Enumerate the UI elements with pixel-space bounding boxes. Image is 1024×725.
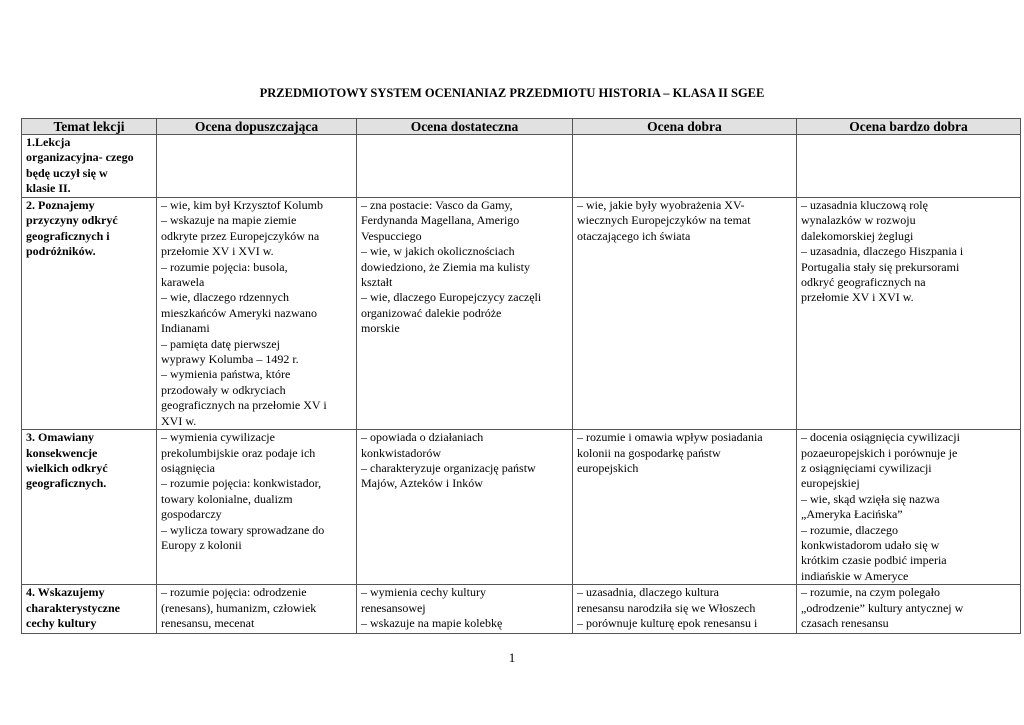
- cell-text-line: konsekwencje: [26, 445, 98, 460]
- cell-text-line: z osiągnięciami cywilizacji: [801, 460, 932, 475]
- cell-text-line: Ferdynanda Magellana, Amerigo: [361, 213, 520, 228]
- cell-text-line: europejskich: [577, 460, 639, 475]
- cell-text-line: – wie, w jakich okolicznościach: [361, 244, 515, 259]
- cell-text-line: – rozumie pojęcia: odrodzenie: [161, 585, 307, 600]
- cell-text-line: konkwistadorów: [361, 445, 441, 460]
- cell-text-line: dalekomorskiej żeglugi: [801, 228, 914, 243]
- cell-text-line: przodowały w odkryciach: [161, 382, 286, 397]
- cell-text-line: geograficznych.: [26, 476, 107, 491]
- cell-text-line: – docenia osiągnięcia cywilizacji: [801, 430, 960, 445]
- cell-text-line: cechy kultury: [26, 615, 97, 630]
- bardzo-dobra-cell: [797, 198, 1021, 430]
- page-number: 1: [508, 650, 516, 665]
- cell-text-line: wielkich odkryć: [26, 460, 108, 475]
- cell-text-line: – wie, jakie były wyobrażenia XV-: [577, 198, 745, 212]
- cell-text-line: odkryte przez Europejczyków na: [161, 228, 320, 243]
- cell-text-line: – wymienia cywilizacje: [161, 430, 275, 445]
- cell-text-line: – rozumie, dlaczego: [801, 522, 898, 537]
- dobra-cell: [573, 430, 797, 585]
- bardzo-dobra-cell: [797, 430, 1021, 585]
- dobra-cell: [573, 585, 797, 634]
- dopuszczajaca-cell: [157, 198, 357, 430]
- cell-text-line: pozaeuropejskich i porównuje je: [801, 445, 958, 460]
- cell-text-line: – rozumie i omawia wpływ posiadania: [577, 430, 763, 445]
- cell-text-line: kolonii na gospodarkę państw: [577, 445, 721, 460]
- cell-text-line: morskie: [361, 321, 400, 336]
- header-dostateczna: Ocena dostateczna: [357, 119, 573, 135]
- cell-text-line: – opowiada o działaniach: [361, 430, 484, 445]
- cell-text-line: 1.Lekcja: [26, 135, 71, 149]
- cell-text-line: – wie, kim był Krzysztof Kolumb: [161, 198, 323, 212]
- cell-text-line: – rozumie pojęcia: konkwistador,: [161, 476, 322, 491]
- cell-text-line: przełomie XV i XVI w.: [161, 244, 274, 259]
- bardzo-dobra-cell: [797, 135, 1021, 198]
- cell-text-line: przełomie XV i XVI w.: [801, 290, 914, 305]
- cell-text-line: krótkim czasie podbić imperia: [801, 553, 947, 568]
- topic-cell: [22, 135, 157, 198]
- cell-text-line: Europy z kolonii: [161, 537, 242, 552]
- dostateczna-cell: [357, 198, 573, 430]
- dopuszczajaca-cell: [157, 585, 357, 634]
- cell-text-line: XVI w.: [161, 413, 197, 428]
- cell-text-line: „Ameryka Łacińska”: [801, 507, 903, 522]
- cell-text-line: wynalazków w rozwoju: [801, 213, 916, 228]
- cell-text-line: – wskazuje na mapie kolebkę: [361, 615, 503, 630]
- cell-text-line: Majów, Azteków i Inków: [361, 476, 483, 491]
- cell-text-line: odkryć geograficznych na: [801, 275, 926, 290]
- cell-text-line: karawela: [161, 275, 205, 290]
- header-topic: Temat lekcji: [22, 119, 157, 135]
- table-row: [22, 198, 1021, 430]
- cell-text-line: geograficznych i: [26, 228, 110, 243]
- cell-text-line: – pamięta datę pierwszej: [161, 336, 280, 351]
- dopuszczajaca-cell: [157, 430, 357, 585]
- cell-text-line: – wymienia państwa, które: [161, 367, 291, 382]
- cell-text-line: otaczającego ich świata: [577, 228, 691, 243]
- cell-text-line: – porównuje kulturę epok renesansu i: [577, 615, 758, 630]
- cell-text-line: – wymienia cechy kultury: [361, 585, 486, 600]
- topic-cell: [22, 198, 157, 430]
- cell-text-line: (renesans), humanizm, człowiek: [161, 600, 317, 615]
- cell-text-line: „odrodzenie” kultury antycznej w: [801, 600, 964, 615]
- cell-text-line: organizacyjna- czego: [26, 150, 134, 165]
- dostateczna-cell: [357, 585, 573, 634]
- cell-text-line: – rozumie, na czym polegało: [801, 585, 940, 600]
- cell-text-line: przyczyny odkryć: [26, 213, 118, 228]
- table-row: [22, 585, 1021, 634]
- cell-text-line: wiecznych Europejczyków na temat: [577, 213, 751, 228]
- cell-text-line: charakterystyczne: [26, 600, 120, 615]
- document-title: PRZEDMIOTOWY SYSTEM OCENIANIAZ PRZEDMIOTU HISTORIA – KLASA II SGEE: [259, 86, 765, 100]
- cell-text-line: – wskazuje na mapie ziemie: [161, 213, 297, 228]
- header-dopuszczajaca: Ocena dopuszczająca: [157, 119, 357, 135]
- cell-text-line: Indianami: [161, 321, 210, 336]
- table-row: [22, 135, 1021, 198]
- cell-text-line: renesansu narodziła się we Włoszech: [577, 600, 756, 615]
- cell-text-line: wyprawy Kolumba – 1492 r.: [161, 352, 299, 367]
- header-dobra: Ocena dobra: [573, 119, 797, 135]
- dostateczna-cell: [357, 430, 573, 585]
- cell-text-line: – rozumie pojęcia: busola,: [161, 259, 288, 274]
- cell-text-line: – uzasadnia, dlaczego kultura: [577, 585, 719, 600]
- cell-text-line: – zna postacie: Vasco da Gamy,: [361, 198, 513, 212]
- cell-text-line: renesansowej: [361, 600, 426, 615]
- cell-text-line: gospodarczy: [161, 507, 222, 522]
- cell-text-line: renesansu, mecenat: [161, 615, 255, 630]
- cell-text-line: – uzasadnia, dlaczego Hiszpania i: [801, 244, 964, 259]
- bardzo-dobra-cell: [797, 585, 1021, 634]
- table-header-row: [22, 119, 1021, 135]
- cell-text-line: dowiedziono, że Ziemia ma kulisty: [361, 259, 530, 274]
- cell-text-line: Portugalia stały się prekursorami: [801, 259, 960, 274]
- cell-text-line: klasie II.: [26, 181, 71, 196]
- cell-text-line: – wylicza towary sprowadzane do: [161, 522, 325, 537]
- topic-cell: [22, 585, 157, 634]
- cell-text-line: – wie, skąd wzięła się nazwa: [801, 491, 940, 506]
- cell-text-line: geograficznych na przełomie XV i: [161, 398, 327, 413]
- cell-text-line: 3. Omawiany: [26, 430, 95, 445]
- cell-text-line: kształt: [361, 275, 393, 290]
- dostateczna-cell: [357, 135, 573, 198]
- grading-table: [21, 118, 1021, 634]
- cell-text-line: europejskiej: [801, 476, 860, 491]
- cell-text-line: czasach renesansu: [801, 615, 889, 630]
- dobra-cell: [573, 135, 797, 198]
- cell-text-line: – wie, dlaczego Europejczycy zaczęli: [361, 290, 542, 305]
- cell-text-line: – wie, dlaczego rdzennych: [161, 290, 289, 305]
- cell-text-line: prekolumbijskie oraz podaje ich: [161, 445, 316, 460]
- cell-text-line: 2. Poznajemy: [26, 198, 95, 212]
- cell-text-line: indiańskie w Ameryce: [801, 568, 909, 583]
- cell-text-line: towary kolonialne, dualizm: [161, 491, 293, 506]
- topic-cell: [22, 430, 157, 585]
- cell-text-line: będę uczył się w: [26, 165, 108, 180]
- cell-text-line: Vespucciego: [361, 228, 422, 243]
- cell-text-line: – charakteryzuje organizację państw: [361, 460, 536, 475]
- cell-text-line: osiągnięcia: [161, 460, 215, 475]
- header-bardzo-dobra: Ocena bardzo dobra: [797, 119, 1021, 135]
- dopuszczajaca-cell: [157, 135, 357, 198]
- cell-text-line: – uzasadnia kluczową rolę: [801, 198, 928, 212]
- dobra-cell: [573, 198, 797, 430]
- cell-text-line: konkwistadorom udało się w: [801, 537, 940, 552]
- cell-text-line: mieszkańców Ameryki nazwano: [161, 305, 317, 320]
- cell-text-line: organizować dalekie podróże: [361, 305, 502, 320]
- cell-text-line: 4. Wskazujemy: [26, 585, 105, 600]
- cell-text-line: podróżników.: [26, 244, 96, 259]
- table-row: [22, 430, 1021, 585]
